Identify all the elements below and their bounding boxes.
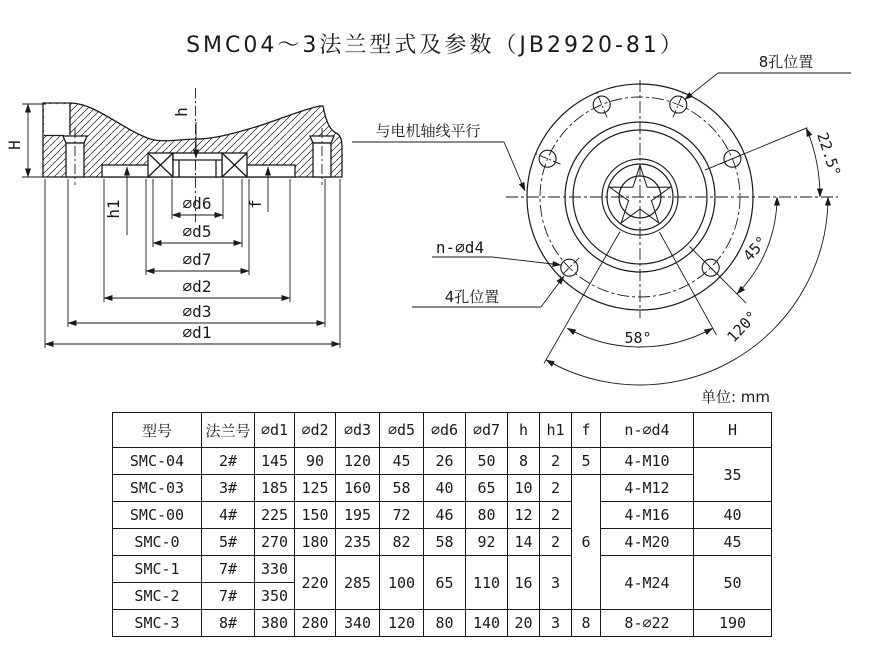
table-cell: 45 xyxy=(694,529,772,556)
table-cell: 195 xyxy=(336,502,380,529)
bearing-box-left xyxy=(148,153,173,177)
table-cell: 26 xyxy=(424,448,466,475)
table-cell: SMC-00 xyxy=(113,502,202,529)
table-cell: 10 xyxy=(508,475,540,502)
table-cell: 8-∅22 xyxy=(601,610,694,637)
table-cell: 225 xyxy=(255,502,295,529)
table-cell: SMC-03 xyxy=(113,475,202,502)
dim-label-h: h xyxy=(172,107,191,117)
angle-label-22-5: 22.5° xyxy=(813,130,845,179)
table-cell: SMC-3 xyxy=(113,610,202,637)
col-header-3: ∅d2 xyxy=(295,413,336,448)
table-cell: 3 xyxy=(540,556,572,610)
table-cell: 150 xyxy=(295,502,336,529)
table-cell: 2 xyxy=(540,502,572,529)
col-header-6: ∅d6 xyxy=(424,413,466,448)
table-cell: 180 xyxy=(295,529,336,556)
table-cell: SMC-0 xyxy=(113,529,202,556)
table-cell: 340 xyxy=(336,610,380,637)
table-cell: 8# xyxy=(202,610,255,637)
table-cell: 90 xyxy=(295,448,336,475)
table-cell: 80 xyxy=(424,610,466,637)
table-cell: 58 xyxy=(424,529,466,556)
table-cell: 5 xyxy=(572,448,601,475)
table-cell: 330 xyxy=(255,556,295,583)
table-cell: 7# xyxy=(202,583,255,610)
bearing-box-right xyxy=(222,153,247,177)
col-header-5: ∅d5 xyxy=(380,413,424,448)
table-cell: 185 xyxy=(255,475,295,502)
table-cell: 110 xyxy=(466,556,508,610)
col-header-0: 型号 xyxy=(113,413,202,448)
table-cell: 20 xyxy=(508,610,540,637)
col-header-7: ∅d7 xyxy=(466,413,508,448)
table-cell: 4-M24 xyxy=(601,556,694,610)
col-header-12: H xyxy=(694,413,772,448)
table-cell: 380 xyxy=(255,610,295,637)
table-cell: 45 xyxy=(380,448,424,475)
step-recess-left xyxy=(102,165,150,177)
table-cell: 220 xyxy=(295,556,336,610)
table-cell: 5# xyxy=(202,529,255,556)
angle-label-45: 45° xyxy=(739,232,772,265)
dim-label-h1: h1 xyxy=(104,199,123,219)
table-row xyxy=(113,556,772,583)
table-cell: 65 xyxy=(466,475,508,502)
table-cell: 3# xyxy=(202,475,255,502)
page-title: SMC04～3法兰型式及参数（JB2920-81） xyxy=(186,33,685,58)
col-header-8: h xyxy=(508,413,540,448)
table-cell: 2# xyxy=(202,448,255,475)
table-cell: 280 xyxy=(295,610,336,637)
table-cell: 80 xyxy=(466,502,508,529)
table-cell: 4-M20 xyxy=(601,529,694,556)
table-cell: SMC-2 xyxy=(113,583,202,610)
table-cell: 4-M16 xyxy=(601,502,694,529)
table-row xyxy=(113,502,772,529)
table-cell: 46 xyxy=(424,502,466,529)
dim-label-d5: ∅d5 xyxy=(182,222,212,241)
table-header-row xyxy=(113,413,772,448)
table-row xyxy=(113,475,772,502)
table-cell: 16 xyxy=(508,556,540,610)
table-cell: SMC-04 xyxy=(113,448,202,475)
table-cell: 72 xyxy=(380,502,424,529)
table-cell: 120 xyxy=(336,448,380,475)
step-recess-right xyxy=(247,165,295,177)
col-header-2: ∅d1 xyxy=(255,413,295,448)
table-cell: 40 xyxy=(694,502,772,529)
table-cell: 8 xyxy=(508,448,540,475)
table-cell: 120 xyxy=(380,610,424,637)
table-cell: 100 xyxy=(380,556,424,610)
table-cell: 7# xyxy=(202,556,255,583)
table-cell: 6 xyxy=(572,475,601,610)
table-cell: 2 xyxy=(540,529,572,556)
table-cell: 14 xyxy=(508,529,540,556)
table-cell: SMC-1 xyxy=(113,556,202,583)
table-cell: 285 xyxy=(336,556,380,610)
table-cell: 12 xyxy=(508,502,540,529)
dim-label-d6: ∅d6 xyxy=(182,194,212,213)
front-view xyxy=(352,73,851,385)
angle-label-120: 120° xyxy=(723,307,762,346)
dim-label-d2: ∅d2 xyxy=(182,277,212,296)
table-cell: 4-M10 xyxy=(601,448,694,475)
dim-label-d7: ∅d7 xyxy=(182,250,212,269)
table-row xyxy=(113,448,772,475)
leader-lines xyxy=(352,73,851,307)
table-cell: 190 xyxy=(694,610,772,637)
table-row xyxy=(113,610,772,637)
dim-label-d3: ∅d3 xyxy=(182,302,212,321)
table-cell: 40 xyxy=(424,475,466,502)
table-cell: 4-M12 xyxy=(601,475,694,502)
table-cell: 82 xyxy=(380,529,424,556)
label-8-holes: 8孔位置 xyxy=(758,53,814,71)
col-header-4: ∅d3 xyxy=(336,413,380,448)
dim-label-d1: ∅d1 xyxy=(182,323,212,342)
table-cell: 3 xyxy=(540,610,572,637)
table-cell: 35 xyxy=(694,448,772,502)
label-n-d4: n-∅d4 xyxy=(435,238,485,257)
col-header-9: h1 xyxy=(540,413,572,448)
angle-arcs xyxy=(546,128,828,385)
table-row xyxy=(113,529,772,556)
table-cell: 50 xyxy=(694,556,772,610)
table-cell: 50 xyxy=(466,448,508,475)
table-cell: 2 xyxy=(540,448,572,475)
front-view-centerlines xyxy=(506,80,838,318)
col-header-1: 法兰号 xyxy=(202,413,255,448)
col-header-11: n-∅d4 xyxy=(601,413,694,448)
dim-label-f: f xyxy=(246,199,265,209)
table-cell: 58 xyxy=(380,475,424,502)
dim-label-H: H xyxy=(5,140,24,150)
table-cell: 2 xyxy=(540,475,572,502)
flange-parameter-table xyxy=(112,412,772,637)
table-cell: 145 xyxy=(255,448,295,475)
label-parallel-to-motor-axis: 与电机轴线平行 xyxy=(375,122,481,140)
table-cell: 350 xyxy=(255,583,295,610)
unit-label: 单位: mm xyxy=(700,388,770,406)
table-cell: 235 xyxy=(336,529,380,556)
angle-label-58: 58° xyxy=(624,329,652,347)
table-cell: 160 xyxy=(336,475,380,502)
table-cell: 8 xyxy=(572,610,601,637)
table-cell: 4# xyxy=(202,502,255,529)
label-4-holes: 4孔位置 xyxy=(444,288,500,306)
col-header-10: f xyxy=(572,413,601,448)
table-cell: 140 xyxy=(466,610,508,637)
table-cell: 92 xyxy=(466,529,508,556)
rim-lip-face xyxy=(44,104,69,135)
center-recess xyxy=(173,153,222,177)
table-cell: 125 xyxy=(295,475,336,502)
table-cell: 65 xyxy=(424,556,466,610)
table-cell: 270 xyxy=(255,529,295,556)
